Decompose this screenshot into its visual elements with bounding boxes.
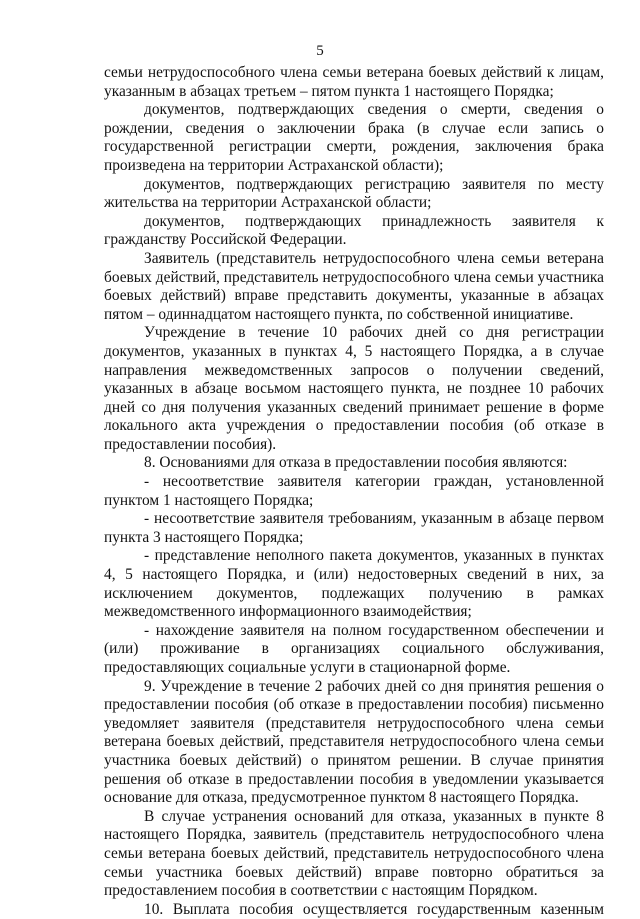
paragraph: семьи нетрудоспособного члена семьи ветерана боевых действий к лицам, указанным в абзацах третьем – пятом пункта 1 настоящего Порядка; [104,64,604,100]
paragraph: 8. Основаниями для отказа в предоставлении пособия являются: [144,454,568,472]
paragraph: документов, подтверждающих регистрацию заявителя по месту жительства на территории Астраханской области; [104,175,604,212]
list-item: - представление неполного пакета документов, указанных в пунктах 4, 5 настоящего Порядка, и (или) недостоверных сведений в них, за исключением документов, подлежащих получению в рамках межведомственного информационного взаимодействия; [104,547,604,621]
paragraph: В случае устранения оснований для отказа, указанных в пункте 8 настоящего Порядка, заявитель (представитель нетрудоспособного члена семьи ветерана боевых действий, представитель нетрудоспособного члена семьи участника боевых действий) вправе повторно обратиться за предоставлением пособия в соответствии с настоящим Порядком. [104,807,604,900]
list-item: - несоответствие заявителя требованиям, указанным в абзаце первом пункта 3 настоящего Порядка; [104,510,604,546]
paragraph: 9. Учреждение в течение 2 рабочих дней со дня принятия решения о предоставлении пособия (об отказе в предоставлении пособия) письменно уведомляет заявителя (представителя нетрудоспособного члена семьи ветерана боевых действий, представителя нетрудоспособного члена семьи участника боевых действий) о принятом решении. В случае принятия решения об отказе в предоставлении пособия в уведомлении указывается основание для отказа, предусмотренное пунктом 8 настоящего Порядка. [104,677,604,807]
paragraph: документов, подтверждающих принадлежность заявителя к гражданству Российской Федерации. [104,212,604,249]
list-item: - несоответствие заявителя категории граждан, установленной пунктом 1 настоящего Порядка; [104,473,604,509]
document-body [104,64,604,919]
page-number: 5 [316,43,324,59]
list-item: - нахождение заявителя на полном государственном обеспечении и (или) проживание в организациях социального обслуживания, предоставляющих социальные услуги в стационарной форме. [104,621,604,676]
paragraph: Учреждение в течение 10 рабочих дней со дня регистрации документов, указанных в пунктах 4, 5 настоящего Порядка, а в случае направления межведомственных запросов о получении сведений, указанных в абзаце восьмом настоящего пункта, не позднее 10 рабочих дней со дня получения указанных сведений принимает решение в форме локального акта учреждения о предоставлении пособия (об отказе в предоставлении пособия). [104,324,604,453]
paragraph: Заявитель (представитель нетрудоспособного члена семьи ветерана боевых действий, представитель нетрудоспособного члена семьи участника боевых действий) вправе представить документы, указанные в абзацах пятом – одиннадцатом настоящего пункта, по собственной инициативе. [104,249,604,323]
paragraph: 10. Выплата пособия осуществляется государственным казенным [144,900,604,918]
paragraph: документов, подтверждающих сведения о смерти, сведения о рождении, сведения о заключении брака (в случае если запись о государственной регистрации смерти, рождения, заключения брака произведена на территории Астраханской области); [104,101,604,174]
